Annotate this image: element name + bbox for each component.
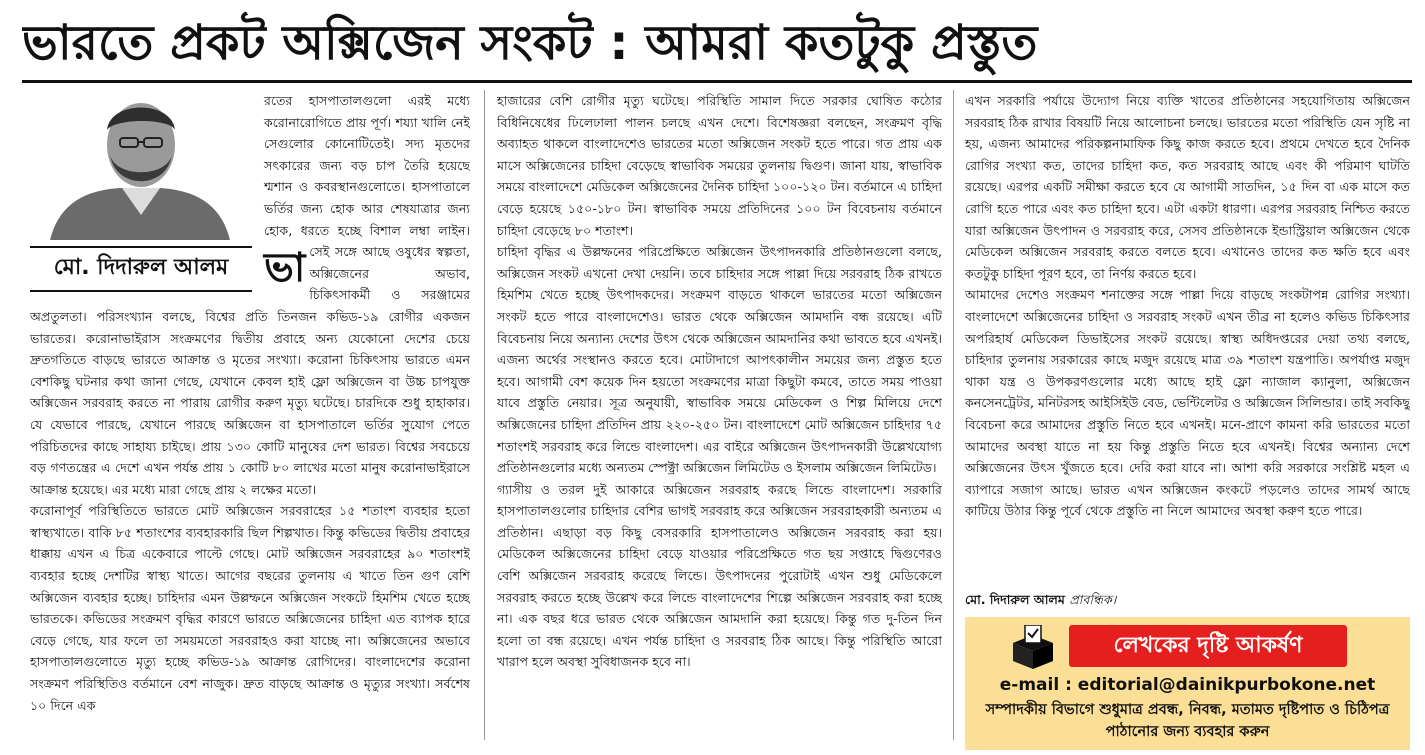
writer-notice-box: [965, 617, 1410, 750]
paragraph: হাজারের বেশি রোগীর মৃত্যু ঘটেছে। পরিস্থিতি সামাল দিতে সরকার ঘোষিত কঠোর বিধিনিষেধের ঢিলেঢালা পালন চলছে এখন দেশে। বিশেষজ্ঞরা বলছেন, সংক্রমণ বৃদ্ধি অব্যাহত থাকলে বাংলাদেশেও ভারতের মতো অক্সিজেন সংকট হতে পারে। গত প্রায় এক মাসে অক্সিজেনের চাহিদা বেড়েছে স্বাভাবিক সময়ের তুলনায় দ্বিগুণ। জানা যায়, স্বাভাবিক সময়ে বাংলাদেশে মেডিকেল অক্সিজেনের দৈনিক চাহিদা ১০০-১২০ টন। বর্তমানে এ চাহিদা বেড়ে হয়েছে ১৫০-১৮০ টন। স্বাভাবিক সময়ে প্রতিদিনের ১০০ টন বিবেচনায় বর্তমানে চাহিদা বেড়েছে ৮০ শতাংশ।: [497, 93, 942, 238]
article-column-2: [497, 90, 942, 730]
paragraph: আমাদের দেশেও সংক্রমণ শনাক্তের সঙ্গে পাল্লা দিয়ে বাড়ছে সংকটাপন্ন রোগির সংখ্যা। বাংলাদেশে অক্সিজেনের চাহিদা ও সরবরাহ সংকট এখন তীব্র না হলেও কভিড চিকিৎসার অপরিহার্য মেডিকেল ডিভাইসের সংকট রয়েছে। স্বাস্থ্য অধিদপ্তরের দেয়া তথ্য বলছে, চাহিদার তুলনায় সরকারের কাছে মজুদ রয়েছে মাত্র ৩৯ শতাংশ যন্ত্রপাতি। অপর্যাপ্ত মজুদ থাকা যন্ত্র ও উপকরণগুলোর মধ্যে আছে হাই ফ্লো ন্যাজাল ক্যানুলা, অক্সিজেন কনসেনট্রেটর, মনিটরসহ আইসিইউ বেড, ভেন্টিলেটর ও অক্সিজেন সিলিন্ডার। তাই সবকিছু বিবেচনা করে আমাদের প্রস্তুতি নিতে হবে এখনই। মনে-প্রাণে কামনা করি ভারতের মতো আমাদের অবস্থা যাতে না হয় কিন্তু প্রস্তুতি নিতে হবে এখনই। বিশ্বের অন্যান্য দেশে অক্সিজেনের উৎস খুঁজতে হবে। দেরি করা যাবে না। আশা করি সরকারে সংশ্লিষ্ট মহল এ ব্যাপারে সজাগ আছে। ভারত এখন অক্সিজেন কংকটে পড়লেও তাদের সামর্থ আছে কাটিয়ে উঠার কিন্তু পূর্বে থেকে প্রস্তুতি না নিলে আমাদের অবস্থা করুণ হতে পারে।: [965, 287, 1410, 519]
author-photo: [30, 90, 252, 240]
paragraph: এখন সরকারি পর্যায়ে উদ্যোগ নিয়ে ব্যক্তি খাতের প্রতিষ্ঠানের সহযোগিতায় অক্সিজেন সরবরাহ ঠিক রাখার বিষয়টি নিয়ে আলোচনা চলছে। ভারতের মতো পরিস্থিতি যেন সৃষ্টি না হয়, এজন্য আমাদের পরিকল্পনামাফিক কিছু কাজ করতে হবে। প্রথমে দেখতে হবে দৈনিক রোগির সংখ্যা কত, তাদের চাহিদা কত, কত সরবরাহ আছে এবং কী পরিমাণ ঘাটতি রয়েছে। এরপর একটি সমীক্ষা করতে হবে যে আগামী সাতদিন, ১৫ দিন বা এক মাসে কত রোগি হতে পারে এবং কত চাহিদা হবে। এটা একটা ধারণা। এরপর সরবরাহ নিশ্চিত করতে যারা অক্সিজেন উৎপাদন ও সরবরাহ করে, সেসব প্রতিষ্ঠানকে ইন্ডাস্ট্রিয়াল অক্সিজেন থেকে মেডিকেল অক্সিজেন সরবরাহ করতে বলতে হবে। এখানেও তাদের কত ক্ষতি হবে এবং কতটুকু চাহিদা পূরণ হবে, তা নির্ণয় করতে হবে।: [965, 93, 1410, 281]
column-divider: [484, 90, 485, 740]
ballot-box-icon: [1009, 625, 1057, 673]
column-divider: [953, 90, 954, 740]
paragraph: গ্যাসীয় ও তরল দুই আকারে অক্সিজেন সরবরাহ করছে লিন্ডে বাংলাদেশ। সরকারি হাসপাতালগুলোর চাহিদার বেশির ভাগই সরবরাহ করে অক্সিজেন সরবরাহকারী অন্যতম এ প্রতিষ্ঠান। এছাড়া বড় কিছু বেসরকারি হাসপাতালেও অক্সিজেন সরবরাহ করা হয়। মেডিকেল অক্সিজেনের চাহিদা বেড়ে যাওয়ার পরিপ্রেক্ষিতে গত ছয় সপ্তাহে দ্বিগুণেরও বেশি অক্সিজেন সরবরাহ করেছে লিন্ডে। উৎপাদনের পুরোটাই এখন শুধু মেডিকেলে সরবরাহ করতে হচ্ছে উল্লেখ করে লিন্ডে বাংলাদেশের শিল্পে অক্সিজেন সরবরাহ করা হচ্ছে না। এক বছর ধরে ভারত থেকে অক্সিজেন আমদানি করা হয়েছে। কিন্তু গত দু-তিন দিন হলো তা বন্ধ রয়েছে। এখন পর্যন্ত চাহিদা ও সরবরাহ ঠিক আছে। কিন্তু পরিস্থিতি আরো খারাপ হলে অবস্থা সুবিধাজনক হবে না।: [497, 481, 942, 670]
author-signature: [965, 592, 1405, 612]
headline-rule: [22, 80, 1412, 83]
signature-role: প্রাবন্ধিক।: [1069, 592, 1117, 607]
signature-name: মো. দিদারুল আলম: [965, 592, 1065, 607]
headline: ভারতে প্রকট অক্সিজেন সংকট : আমরা কতটুকু প্রস্তুত: [22, 15, 1038, 71]
editorial-email[interactable]: e-mail : editorial@dainikpurbokone.net: [999, 675, 1376, 695]
paragraph: চাহিদা বৃদ্ধির এ উল্লম্ফনের পরিপ্রেক্ষিতে অক্সিজেন উৎপাদনকারি প্রতিষ্ঠানগুলো বলছে, অক্সিজেন সংকট এখনো দেখা দেয়নি। তবে চাহিদার সঙ্গে পাল্লা দিয়ে সরবরাহ ঠিক রাখতে হিমশিম খেতে হচ্ছে উৎপাদকদের। সংক্রমণ বাড়তে থাকলে ভারতের মতো অক্সিজেন সংকট হতে পারে বাংলাদেশেও। ভারত থেকে অক্সিজেন আমদানি বন্ধ রয়েছে। এটি বিবেচনায় নিয়ে অন্যান্য দেশের উৎস থেকে অক্সিজেন আমদানির কথা ভাবতে হবে এখনই। এজন্য অর্থের সংস্থানও করতে হবে। মোটাদাগে আপৎকালীন সময়ের জন্য প্রস্তুত হতে হবে। আগামী বেশ কয়েক দিন হয়তো সংক্রমণের মাত্রা কিছুটা কমবে, তাতে সময় পাওয়া যাবে প্রস্তুতি নেয়ার। সূত্র অনুযায়ী, স্বাভাবিক সময়ে মেডিকেল ও শিল্প মিলিয়ে দেশে অক্সিজেনের চাহিদা প্রতিদিন প্রায় ২২০-২৫০ টন। বাংলাদেশে মোট অক্সিজেন চাহিদার ৭৫ শতাংশই সরবরাহ করে লিন্ডে বাংলাদেশ। এর বাইরে অক্সিজেন উৎপাদনকারী উল্লেখযোগ্য প্রতিষ্ঠানগুলোর মধ্যে অন্যতম স্পেক্ট্রা অক্সিজেন লিমিটেড ও ইসলাম অক্সিজেন লিমিটেড।: [497, 244, 942, 476]
dropcap: ভা: [264, 245, 306, 291]
lead-text: রতের হাসপাতালগুলো এরই মধ্যে করোনারোগিতে প্রায় পূর্ণ। শয্যা খালি নেই সেগুলোর কোনোটিতেই। সদ্য মৃতদের সৎকারের জন্য বড় চাপ তৈরি হয়েছে শ্মশান ও কবরস্থানগুলোতে। হাসপাতালে ভর্তির জন্য হোক আর শেষযাত্রার জন্য হোক, ধরতে হচ্ছে বিশাল লম্বা লাইন। সেই সঙ্গে আছে ওষুধের স্বল্পতা, অক্সিজেনের অভাব, চিকিৎসাকর্মী ও সরঞ্জামের অপ্রতুলতা। পরিসংখ্যান বলছে, বিশ্বের প্রতি তিনজন কভিড-১৯ রোগীর একজন ভারতের। করোনাভাইরাস সংক্রমণের দ্বিতীয় প্রবাহে অন্য যেকোনো দেশের চেয়ে দ্রুতগতিতে বাড়ছে ভারতে আক্রান্ত ও মৃতের সংখ্যা। করোনা চিকিৎসায় ভারতে এমন বেশকিছু ঘটনার কথা জানা গেছে, যেখানে কেবল হাই ফ্লো অক্সিজেন বা উচ্চ চাপযুক্ত অক্সিজেন সরবরাহ করতে না পারায় রোগীর করুণ মৃত্যু ঘটেছে। চারদিকে শুধু হাহাকার। যে যেভাবে পারছে, যেখানে পারছে অক্সিজেন বা হাসপাতালে ভর্তির সুযোগ পেতে পরিচিতদের কাছে সাহায্য চাইছে। প্রায় ১৩০ কোটি মানুষের দেশ ভারত। বিশ্বের সবচেয়ে বড় গণতন্ত্রের এ দেশে এখন পর্যন্ত প্রায় ১ কোটি ৮০ লাখের মতো মানুষ করোনাভাইরাসে আক্রান্ত হয়েছে। এর মধ্যে মারা গেছে প্রায় ২ লক্ষের মতো।: [30, 93, 470, 497]
article-column-3: [965, 90, 1410, 610]
article-column-1: [30, 90, 470, 750]
notice-text: সম্পাদকীয় বিভাগে শুধুমাত্র প্রবন্ধ, নিবন্ধ, মতামত দৃষ্টিপাত ও চিঠিপত্র পাঠানোর জন্য ব্যবহার করুন: [985, 702, 1390, 740]
paragraph: করোনাপূর্ব পরিস্থিতিতে ভারতে মোট অক্সিজেন সরবরাহের ১৫ শতাংশ ব্যবহার হতো স্বাস্থ্যখাতে। বাকি ৮৫ শতাংশের ব্যবহারকারি ছিল শিল্পখাত। কিন্তু কভিডের দ্বিতীয় প্রবাহের ধাক্কায় এখন এ চিত্র একেবারে পাল্টে গেছে। মোট অক্সিজেন সরবরাহের ৯০ শতাংশই ব্যবহার হচ্ছে দেশটির স্বাস্থ্য খাতে। আগের বছরের তুলনায় এ খাতে তিন গুণ বেশি অক্সিজেন ব্যবহার হচ্ছে। চাহিদার এমন উল্লম্ফনে অক্সিজেন সংকটে হিমশিম খেতে হচ্ছে ভারতকে। কভিডের সংক্রমণ বৃদ্ধির কারণে ভারতে অক্সিজেনের চাহিদা এত ব্যাপক হারে বেড়ে গেছে, যার ফলে তা সময়মতো সরবরাহও করা যাচ্ছে না। অক্সিজেনের অভাবে হাসপাতালগুলোতে মৃত্যু হচ্ছে কভিড-১৯ আক্রান্ত রোগিদের। বাংলাদেশের করোনা সংক্রমণ পরিস্থিতিও বর্তমানে বেশ নাজুক। দ্রুত বাড়ছে আক্রান্ত ও মৃত্যুর সংখ্যা। সর্বশেষ ১০ দিনে এক: [30, 503, 470, 713]
notice-banner: লেখকের দৃষ্টি আকর্ষণ: [1069, 625, 1347, 667]
byline-box: মো. দিদারুল আলম: [30, 246, 252, 292]
